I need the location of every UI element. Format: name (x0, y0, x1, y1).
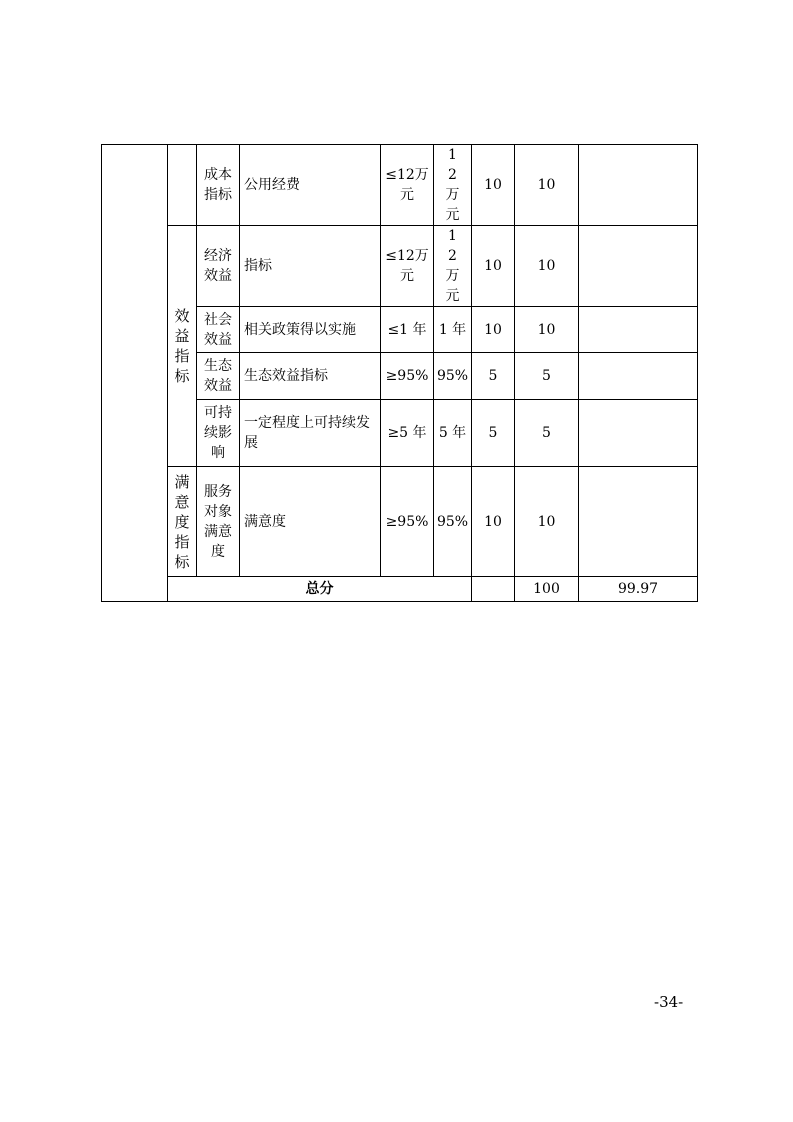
weight-cell: 10 (472, 145, 515, 226)
target-cell: ≥95% (381, 467, 434, 577)
total-weight-cell: 100 (515, 577, 579, 602)
score-cell: 10 (515, 467, 579, 577)
level1-cell: 满意度指标 (168, 467, 197, 577)
target-cell: ≥95% (381, 353, 434, 400)
actual-cell: 12万元 (434, 145, 472, 226)
level1-cell: 效益指标 (168, 226, 197, 467)
score-cell: 10 (515, 226, 579, 307)
score-cell: 5 (515, 353, 579, 400)
target-cell: ≤1 年 (381, 307, 434, 353)
weight-cell: 10 (472, 307, 515, 353)
table-row (102, 467, 698, 577)
level2-cell: 可持续影响 (197, 400, 240, 467)
level2-cell: 经济效益 (197, 226, 240, 307)
level2-cell: 成本指标 (197, 145, 240, 226)
weight-cell: 10 (472, 467, 515, 577)
total-actual-cell (472, 577, 515, 602)
table-row (102, 145, 698, 226)
indicator-cell: 满意度 (240, 467, 381, 577)
score-cell: 10 (515, 307, 579, 353)
total-label: 总分 (168, 577, 472, 602)
table-row (102, 226, 698, 307)
indicator-cell: 相关政策得以实施 (240, 307, 381, 353)
weight-cell: 5 (472, 400, 515, 467)
actual-cell: 12万元 (434, 226, 472, 307)
note-cell (579, 307, 698, 353)
score-cell: 5 (515, 400, 579, 467)
target-cell: ≤12万元 (381, 145, 434, 226)
level2-cell: 社会效益 (197, 307, 240, 353)
score-cell: 10 (515, 145, 579, 226)
page-number: -34- (654, 993, 684, 1011)
note-cell (579, 226, 698, 307)
indicator-cell: 生态效益指标 (240, 353, 381, 400)
performance-table (101, 144, 698, 602)
level2-cell: 服务对象满意度 (197, 467, 240, 577)
weight-cell: 5 (472, 353, 515, 400)
actual-cell: 95% (434, 467, 472, 577)
target-cell: ≥5 年 (381, 400, 434, 467)
note-cell (579, 145, 698, 226)
actual-cell: 95% (434, 353, 472, 400)
indicator-cell: 一定程度上可持续发展 (240, 400, 381, 467)
target-cell: ≤12万元 (381, 226, 434, 307)
total-score-cell: 99.97 (579, 577, 698, 602)
note-cell (579, 467, 698, 577)
level2-cell: 生态效益 (197, 353, 240, 400)
actual-cell: 1 年 (434, 307, 472, 353)
note-cell (579, 353, 698, 400)
indicator-cell: 公用经费 (240, 145, 381, 226)
weight-cell: 10 (472, 226, 515, 307)
level1-cell-blank (168, 145, 197, 226)
note-cell (579, 400, 698, 467)
level1-cell-blank (102, 145, 168, 602)
total-row (102, 577, 698, 602)
actual-cell: 5 年 (434, 400, 472, 467)
indicator-cell: 指标 (240, 226, 381, 307)
